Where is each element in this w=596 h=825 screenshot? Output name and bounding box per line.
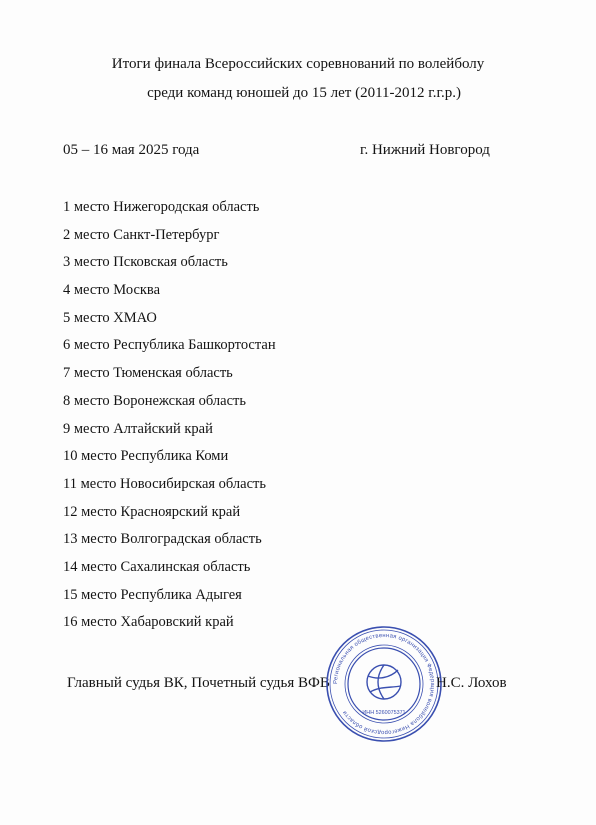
stamp-inn: ИНН 5260075371 [362, 710, 406, 716]
result-item: 7 место Тюменская область [63, 365, 233, 382]
result-item: 11 место Новосибирская область [63, 475, 266, 492]
official-stamp [324, 624, 444, 744]
results-list [63, 197, 276, 640]
result-item: 4 место Москва [63, 282, 161, 299]
document-title: Итоги финала Всероссийских соревнований по волейболу [111, 56, 485, 72]
document-subtitle: среди команд юношей до 15 лет (2011-2012 г.г.р.) [147, 85, 461, 101]
result-item: 2 место Санкт-Петербург [63, 226, 220, 243]
result-item: 3 место Псковская область [63, 254, 228, 271]
event-city: г. Нижний Новгород [360, 142, 490, 158]
judge-name: Н.С. Лохов [436, 675, 507, 691]
event-dates: 05 – 16 мая 2025 года [63, 142, 200, 158]
result-item: 1 место Нижегородская область [63, 199, 260, 215]
result-item: 8 место Воронежская область [63, 392, 246, 409]
result-item: 9 место Алтайский край [63, 420, 213, 437]
result-item: 10 место Республика Коми [63, 448, 229, 465]
stamp-outer-text: Региональная общественная организация Федерация волейбола Нижегородской области [332, 632, 436, 736]
result-item: 15 место Республика Адыгея [63, 586, 242, 603]
result-item: 16 место Хабаровский край [63, 614, 234, 631]
result-item: 13 место Волгоградская область [63, 531, 262, 548]
result-item: 5 место ХМАО [63, 309, 157, 326]
judge-title: Главный судья ВК, Почетный судья ВФВ [67, 675, 330, 691]
result-item: 12 место Красноярский край [63, 503, 241, 520]
volleyball-icon [367, 665, 401, 699]
result-item: 14 место Сахалинская область [63, 558, 251, 575]
result-item: 6 место Республика Башкортостан [63, 337, 276, 354]
